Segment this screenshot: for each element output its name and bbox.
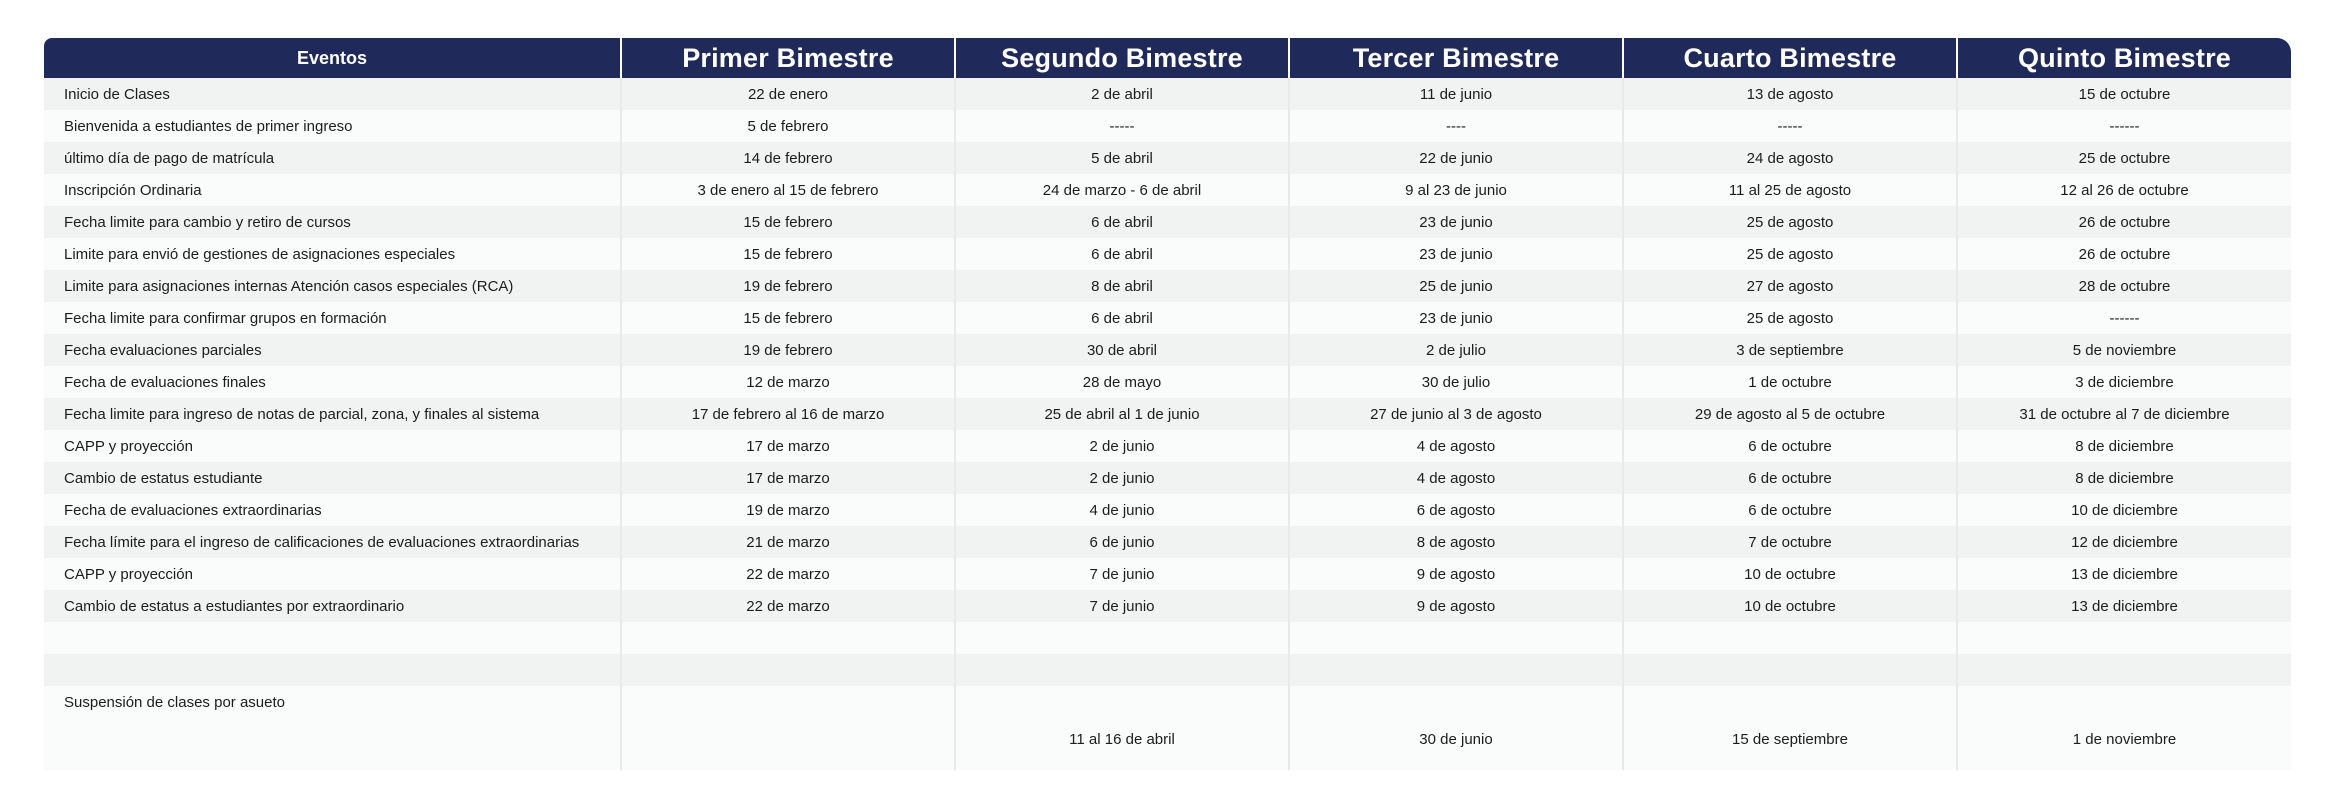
segundo-bimestre-cell: 7 de junio [955, 558, 1289, 590]
event-name-cell: Bienvenida a estudiantes de primer ingreso [44, 110, 621, 142]
quinto-bimestre-cell: 28 de octubre [1957, 270, 2291, 302]
primer-bimestre-cell: 22 de enero [621, 78, 955, 110]
tercer-bimestre-cell: 23 de junio [1289, 302, 1623, 334]
segundo-bimestre-cell: 6 de junio [955, 526, 1289, 558]
primer-bimestre-cell: 15 de febrero [621, 206, 955, 238]
event-name-cell: CAPP y proyección [44, 430, 621, 462]
segundo-bimestre-cell: 2 de junio [955, 430, 1289, 462]
header-primer-bimestre: Primer Bimestre [621, 38, 955, 78]
primer-bimestre-cell: 22 de marzo [621, 590, 955, 622]
event-name-cell: Limite para asignaciones internas Atención casos especiales (RCA) [44, 270, 621, 302]
cuarto-bimestre-cell: 25 de agosto [1623, 238, 1957, 270]
cuarto-bimestre-cell: 6 de octubre [1623, 462, 1957, 494]
tercer-bimestre-cell: 9 de agosto [1289, 558, 1623, 590]
quinto-bimestre-cell: ------ [1957, 110, 2291, 142]
segundo-bimestre-cell: 24 de marzo - 6 de abril [955, 174, 1289, 206]
tercer-bimestre-cell: 27 de junio al 3 de agosto [1289, 398, 1623, 430]
primer-bimestre-cell: 19 de marzo [621, 494, 955, 526]
segundo-bimestre-cell: 7 de junio [955, 590, 1289, 622]
segundo-bimestre-cell: 6 de abril [955, 206, 1289, 238]
header-quinto-bimestre: Quinto Bimestre [1957, 38, 2291, 78]
tercer-bimestre-cell: 9 de agosto [1289, 590, 1623, 622]
tercer-bimestre-cell: 30 de junio [1289, 686, 1623, 770]
event-name-cell: Fecha limite para confirmar grupos en formación [44, 302, 621, 334]
segundo-bimestre-cell: 6 de abril [955, 302, 1289, 334]
quinto-bimestre-cell: 26 de octubre [1957, 206, 2291, 238]
table-row [44, 622, 2291, 654]
segundo-bimestre-cell: 2 de abril [955, 78, 1289, 110]
tercer-bimestre-cell: 23 de junio [1289, 238, 1623, 270]
cuarto-bimestre-cell: 6 de octubre [1623, 494, 1957, 526]
event-name-cell: Limite para envió de gestiones de asignaciones especiales [44, 238, 621, 270]
primer-bimestre-cell [621, 622, 955, 654]
quinto-bimestre-cell: 13 de diciembre [1957, 590, 2291, 622]
header-tercer-bimestre: Tercer Bimestre [1289, 38, 1623, 78]
header-cuarto-bimestre: Cuarto Bimestre [1623, 38, 1957, 78]
primer-bimestre-cell: 5 de febrero [621, 110, 955, 142]
primer-bimestre-cell: 14 de febrero [621, 142, 955, 174]
segundo-bimestre-cell: 2 de junio [955, 462, 1289, 494]
table-row [44, 270, 2291, 302]
table-row [44, 558, 2291, 590]
quinto-bimestre-cell: 5 de noviembre [1957, 334, 2291, 366]
tercer-bimestre-cell: ---- [1289, 110, 1623, 142]
event-name-cell: Suspensión de clases por asueto [44, 686, 621, 770]
cuarto-bimestre-cell: 3 de septiembre [1623, 334, 1957, 366]
table-row [44, 174, 2291, 206]
table-row [44, 238, 2291, 270]
academic-calendar-table [44, 38, 2291, 770]
cuarto-bimestre-cell: 7 de octubre [1623, 526, 1957, 558]
cuarto-bimestre-cell: 13 de agosto [1623, 78, 1957, 110]
table-body [44, 78, 2291, 770]
table-row [44, 398, 2291, 430]
quinto-bimestre-cell: 1 de noviembre [1957, 686, 2291, 770]
quinto-bimestre-cell: 3 de diciembre [1957, 366, 2291, 398]
quinto-bimestre-cell [1957, 622, 2291, 654]
segundo-bimestre-cell: 25 de abril al 1 de junio [955, 398, 1289, 430]
tercer-bimestre-cell: 4 de agosto [1289, 430, 1623, 462]
segundo-bimestre-cell: 4 de junio [955, 494, 1289, 526]
primer-bimestre-cell: 17 de marzo [621, 430, 955, 462]
table-row [44, 206, 2291, 238]
quinto-bimestre-cell [1957, 654, 2291, 686]
cuarto-bimestre-cell: 10 de octubre [1623, 590, 1957, 622]
quinto-bimestre-cell: 13 de diciembre [1957, 558, 2291, 590]
tercer-bimestre-cell: 6 de agosto [1289, 494, 1623, 526]
cuarto-bimestre-cell: 11 al 25 de agosto [1623, 174, 1957, 206]
cuarto-bimestre-cell: ----- [1623, 110, 1957, 142]
segundo-bimestre-cell: ----- [955, 110, 1289, 142]
cuarto-bimestre-cell: 25 de agosto [1623, 206, 1957, 238]
event-name-cell: último día de pago de matrícula [44, 142, 621, 174]
event-name-cell [44, 622, 621, 654]
table-row [44, 462, 2291, 494]
table-row [44, 654, 2291, 686]
tercer-bimestre-cell [1289, 654, 1623, 686]
cuarto-bimestre-cell: 27 de agosto [1623, 270, 1957, 302]
primer-bimestre-cell: 17 de marzo [621, 462, 955, 494]
primer-bimestre-cell: 17 de febrero al 16 de marzo [621, 398, 955, 430]
cuarto-bimestre-cell: 10 de octubre [1623, 558, 1957, 590]
table-row [44, 494, 2291, 526]
table-row [44, 302, 2291, 334]
event-name-cell [44, 654, 621, 686]
table-row [44, 110, 2291, 142]
quinto-bimestre-cell: 12 de diciembre [1957, 526, 2291, 558]
quinto-bimestre-cell: 15 de octubre [1957, 78, 2291, 110]
header-segundo-bimestre: Segundo Bimestre [955, 38, 1289, 78]
tercer-bimestre-cell: 23 de junio [1289, 206, 1623, 238]
event-name-cell: Fecha límite para el ingreso de calificaciones de evaluaciones extraordinarias [44, 526, 621, 558]
tercer-bimestre-cell: 2 de julio [1289, 334, 1623, 366]
primer-bimestre-cell: 22 de marzo [621, 558, 955, 590]
segundo-bimestre-cell: 6 de abril [955, 238, 1289, 270]
event-name-cell: Inicio de Clases [44, 78, 621, 110]
cuarto-bimestre-cell: 24 de agosto [1623, 142, 1957, 174]
tercer-bimestre-cell: 8 de agosto [1289, 526, 1623, 558]
primer-bimestre-cell: 15 de febrero [621, 302, 955, 334]
event-name-cell: Inscripción Ordinaria [44, 174, 621, 206]
primer-bimestre-cell: 15 de febrero [621, 238, 955, 270]
segundo-bimestre-cell [955, 622, 1289, 654]
quinto-bimestre-cell: 12 al 26 de octubre [1957, 174, 2291, 206]
table-row [44, 686, 2291, 770]
tercer-bimestre-cell: 30 de julio [1289, 366, 1623, 398]
primer-bimestre-cell: 21 de marzo [621, 526, 955, 558]
cuarto-bimestre-cell: 25 de agosto [1623, 302, 1957, 334]
primer-bimestre-cell [621, 654, 955, 686]
quinto-bimestre-cell: 26 de octubre [1957, 238, 2291, 270]
tercer-bimestre-cell: 11 de junio [1289, 78, 1623, 110]
segundo-bimestre-cell: 28 de mayo [955, 366, 1289, 398]
primer-bimestre-cell: 3 de enero al 15 de febrero [621, 174, 955, 206]
cuarto-bimestre-cell [1623, 622, 1957, 654]
cuarto-bimestre-cell [1623, 654, 1957, 686]
table-row [44, 334, 2291, 366]
cuarto-bimestre-cell: 29 de agosto al 5 de octubre [1623, 398, 1957, 430]
segundo-bimestre-cell: 8 de abril [955, 270, 1289, 302]
segundo-bimestre-cell [955, 654, 1289, 686]
quinto-bimestre-cell: 10 de diciembre [1957, 494, 2291, 526]
primer-bimestre-cell: 19 de febrero [621, 270, 955, 302]
event-name-cell: Fecha de evaluaciones extraordinarias [44, 494, 621, 526]
table-row [44, 430, 2291, 462]
event-name-cell: Fecha de evaluaciones finales [44, 366, 621, 398]
event-name-cell: Fecha limite para cambio y retiro de cursos [44, 206, 621, 238]
event-name-cell: Fecha evaluaciones parciales [44, 334, 621, 366]
tercer-bimestre-cell: 9 al 23 de junio [1289, 174, 1623, 206]
quinto-bimestre-cell: 25 de octubre [1957, 142, 2291, 174]
table-row [44, 142, 2291, 174]
tercer-bimestre-cell [1289, 622, 1623, 654]
primer-bimestre-cell: 19 de febrero [621, 334, 955, 366]
table-row [44, 78, 2291, 110]
table-row [44, 590, 2291, 622]
segundo-bimestre-cell: 30 de abril [955, 334, 1289, 366]
table-header [44, 38, 2291, 78]
segundo-bimestre-cell: 11 al 16 de abril [955, 686, 1289, 770]
primer-bimestre-cell: 12 de marzo [621, 366, 955, 398]
tercer-bimestre-cell: 4 de agosto [1289, 462, 1623, 494]
event-name-cell: Cambio de estatus a estudiantes por extraordinario [44, 590, 621, 622]
cuarto-bimestre-cell: 1 de octubre [1623, 366, 1957, 398]
tercer-bimestre-cell: 25 de junio [1289, 270, 1623, 302]
cuarto-bimestre-cell: 6 de octubre [1623, 430, 1957, 462]
cuarto-bimestre-cell: 15 de septiembre [1623, 686, 1957, 770]
event-name-cell: Fecha limite para ingreso de notas de parcial, zona, y finales al sistema [44, 398, 621, 430]
quinto-bimestre-cell: ------ [1957, 302, 2291, 334]
primer-bimestre-cell [621, 686, 955, 770]
quinto-bimestre-cell: 8 de diciembre [1957, 430, 2291, 462]
quinto-bimestre-cell: 8 de diciembre [1957, 462, 2291, 494]
table-row [44, 526, 2291, 558]
event-name-cell: Cambio de estatus estudiante [44, 462, 621, 494]
header-eventos: Eventos [44, 38, 621, 78]
event-name-cell: CAPP y proyección [44, 558, 621, 590]
quinto-bimestre-cell: 31 de octubre al 7 de diciembre [1957, 398, 2291, 430]
header-row [44, 38, 2291, 78]
segundo-bimestre-cell: 5 de abril [955, 142, 1289, 174]
table-row [44, 366, 2291, 398]
tercer-bimestre-cell: 22 de junio [1289, 142, 1623, 174]
